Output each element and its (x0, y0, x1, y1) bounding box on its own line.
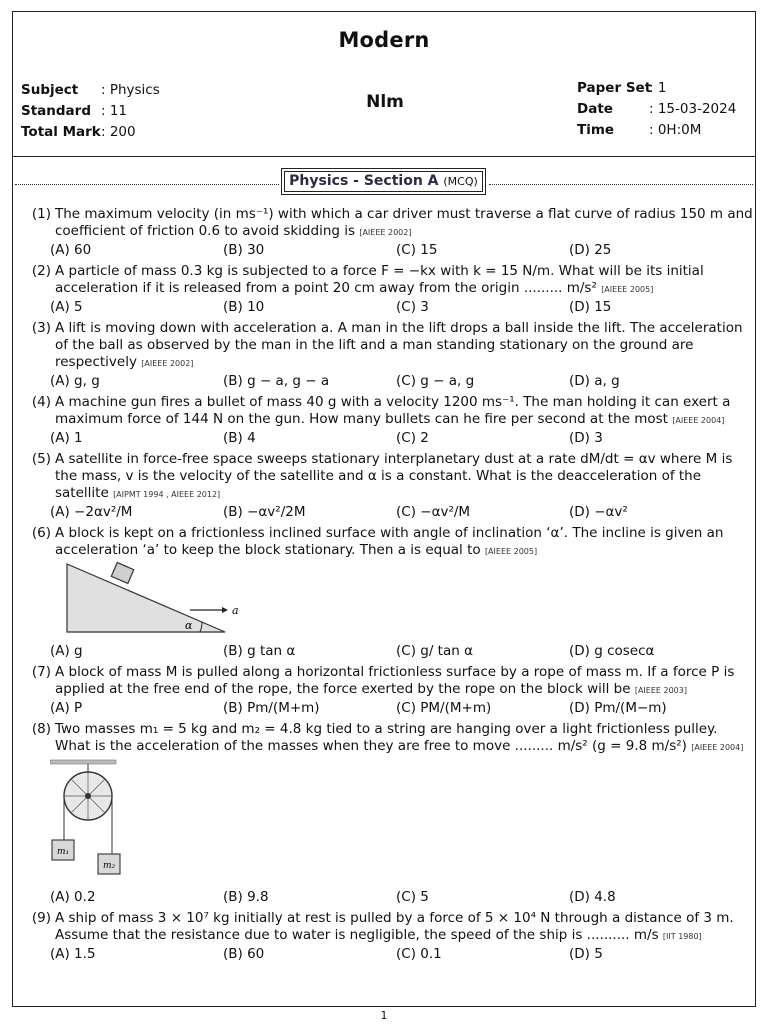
question-text: Two masses m₁ = 5 kg and m₂ = 4.8 kg tied to a string are hanging over a light frictionless pulley. What is the acceleration of the masses when they are free to move ......... m/s² (g = 9.8 m/s²) (55, 721, 718, 754)
standard-row (21, 101, 160, 122)
time-label: Time (577, 122, 615, 138)
question-source: [AIEEE 2003] (634, 686, 687, 695)
option-b[interactable]: (B) g − a, g − a (223, 373, 330, 389)
question-text: A block of mass M is pulled along a horizontal frictionless surface by a rope of mass m. If a force P is applied at the free end of the rope, the force exerted by the rope on the block will be (55, 664, 735, 697)
option-d[interactable]: (D) a, g (569, 373, 620, 389)
option-a[interactable]: (A) −2αv²/M (50, 504, 133, 520)
option-d[interactable]: (D) 4.8 (569, 889, 616, 905)
option-b[interactable]: (B) −αv²/2M (223, 504, 306, 520)
question-list (29, 206, 755, 967)
incline-figure (50, 560, 755, 642)
option-c[interactable]: (C) g − a, g (396, 373, 475, 389)
question-source: [AIEEE 2004] (691, 743, 744, 752)
question-1 (29, 206, 755, 259)
page-frame (12, 11, 756, 1007)
ceiling (50, 760, 116, 764)
option-b[interactable]: (B) 9.8 (223, 889, 269, 905)
question-number: (5) (31, 451, 51, 467)
option-a[interactable]: (A) 1 (50, 430, 83, 446)
pulley-figure (50, 756, 755, 888)
block-on-incline (111, 563, 133, 584)
option-a[interactable]: (A) 5 (50, 299, 83, 315)
section-heading (281, 168, 486, 195)
question-source: [AIPMT 1994 , AIEEE 2012] (113, 490, 221, 499)
question-text: A satellite in force-free space sweeps stationary interplanetary dust at a rate dM/dt = αv where M is the mass, v is the velocity of the satellite and α is a constant. What is the deacceleration of the satellite (55, 451, 733, 501)
option-c[interactable]: (C) PM/(M+m) (396, 700, 492, 716)
option-d[interactable]: (D) g cosecα (569, 643, 655, 659)
acceleration-label: a (232, 604, 239, 617)
option-d[interactable]: (D) −αv² (569, 504, 628, 520)
question-number: (6) (31, 525, 51, 541)
option-d[interactable]: (D) 5 (569, 946, 603, 962)
question-source: [AIEEE 2005] (484, 547, 538, 556)
option-c[interactable]: (C) 3 (396, 299, 429, 315)
question-2 (29, 263, 755, 316)
question-number: (2) (31, 263, 51, 279)
option-b[interactable]: (B) Pm/(M+m) (223, 700, 320, 716)
question-number: (7) (31, 664, 51, 680)
meta-right (577, 78, 736, 141)
section-dots-left (15, 184, 279, 185)
option-a[interactable]: (A) 60 (50, 242, 92, 258)
question-source: [IIT 1980] (662, 932, 702, 941)
option-b[interactable]: (B) 10 (223, 299, 265, 315)
institute-name: Modern (338, 28, 430, 52)
incline-wedge (67, 564, 225, 632)
option-a[interactable]: (A) g (50, 643, 83, 659)
option-c[interactable]: (C) g/ tan α (396, 643, 473, 659)
m2-label: m₂ (103, 861, 116, 871)
option-a[interactable]: (A) g, g (50, 373, 100, 389)
option-a[interactable]: (A) 0.2 (50, 889, 96, 905)
paper-set-label: Paper Set (577, 80, 652, 96)
option-c[interactable]: (C) 5 (396, 889, 429, 905)
question-3 (29, 320, 755, 390)
meta-left (21, 80, 160, 143)
section-subtitle: (MCQ) (443, 175, 478, 188)
paper-set-value: : 1 (649, 80, 667, 96)
question-source: [AIEEE 2002] (359, 228, 412, 237)
header-divider (13, 156, 755, 157)
question-9 (29, 910, 755, 963)
total-mark-value: : 200 (101, 124, 136, 140)
date-row (577, 99, 736, 120)
angle-label: α (185, 619, 193, 632)
option-b[interactable]: (B) 4 (223, 430, 256, 446)
question-number: (8) (31, 721, 51, 737)
question-text: A block is kept on a frictionless inclined surface with angle of inclination ‘α’. The incline is given an acceleration ‘a’ to keep the block stationary. Then a is equal to (55, 525, 724, 558)
date-value: : 15-03-2024 (649, 101, 737, 117)
question-text: A particle of mass 0.3 kg is subjected to a force F = −kx with k = 15 N/m. What will be its initial acceleration if it is released from a point 20 cm away from the origin ......... m/s² (55, 263, 704, 296)
pulley-axle (85, 793, 91, 799)
subject-value: : Physics (101, 82, 160, 98)
option-b[interactable]: (B) 60 (223, 946, 265, 962)
option-a[interactable]: (A) P (50, 700, 83, 716)
total-mark-label: Total Mark (21, 124, 101, 140)
paper-title: Nlm (366, 92, 404, 112)
question-number: (4) (31, 394, 51, 410)
option-a[interactable]: (A) 1.5 (50, 946, 96, 962)
total-mark-row (21, 122, 160, 143)
option-d[interactable]: (D) 25 (569, 242, 612, 258)
question-number: (9) (31, 910, 51, 926)
option-b[interactable]: (B) 30 (223, 242, 265, 258)
option-c[interactable]: (C) 0.1 (396, 946, 442, 962)
question-8 (29, 721, 755, 906)
option-c[interactable]: (C) 2 (396, 430, 429, 446)
question-6 (29, 525, 755, 660)
subject-row (21, 80, 160, 101)
question-number: (3) (31, 320, 51, 336)
m1-label: m₁ (57, 847, 70, 857)
arrow-head (222, 607, 228, 613)
question-text: A lift is moving down with acceleration a. A man in the lift drops a ball inside the lift. The acceleration of the ball as observed by the man in the lift and a man standing stationary on the ground are respectively (55, 320, 743, 370)
paper-set-row (577, 78, 736, 99)
question-5 (29, 451, 755, 521)
question-source: [AIEEE 2002] (141, 359, 194, 368)
option-d[interactable]: (D) Pm/(M−m) (569, 700, 667, 716)
date-label: Date (577, 101, 613, 117)
option-d[interactable]: (D) 3 (569, 430, 603, 446)
page-number: 1 (380, 1009, 388, 1022)
standard-value: : 11 (101, 103, 128, 119)
question-source: [AIEEE 2004] (672, 416, 725, 425)
question-text: The maximum velocity (in ms⁻¹) with which a car driver must traverse a flat curve of radius 150 m and coefficient of friction 0.6 to avoid skidding is (55, 206, 753, 239)
question-text: A ship of mass 3 × 10⁷ kg initially at rest is pulled by a force of 5 × 10⁴ N through a distance of 3 m. Assume that the resistance due to water is negligible, the speed of the ship is .......... m/s (55, 910, 734, 943)
option-b[interactable]: (B) g tan α (223, 643, 296, 659)
question-text: A machine gun fires a bullet of mass 40 g with a velocity 1200 ms⁻¹. The man holding it can exert a maximum force of 144 N on the gun. How many bullets can he fire per second at the most (55, 394, 731, 427)
question-number: (1) (31, 206, 51, 222)
question-4 (29, 394, 755, 447)
incline-diagram (50, 560, 240, 638)
option-d[interactable]: (D) 15 (569, 299, 612, 315)
time-row (577, 120, 736, 141)
standard-label: Standard (21, 103, 91, 119)
option-c[interactable]: (C) 15 (396, 242, 438, 258)
question-7 (29, 664, 755, 717)
option-c[interactable]: (C) −αv²/M (396, 504, 471, 520)
section-title: Physics - Section A (289, 173, 439, 189)
section-dots-right (489, 184, 753, 185)
question-source: [AIEEE 2005] (601, 285, 654, 294)
subject-label: Subject (21, 82, 79, 98)
time-value: : 0H:0M (649, 122, 702, 138)
pulley-diagram (50, 756, 160, 884)
